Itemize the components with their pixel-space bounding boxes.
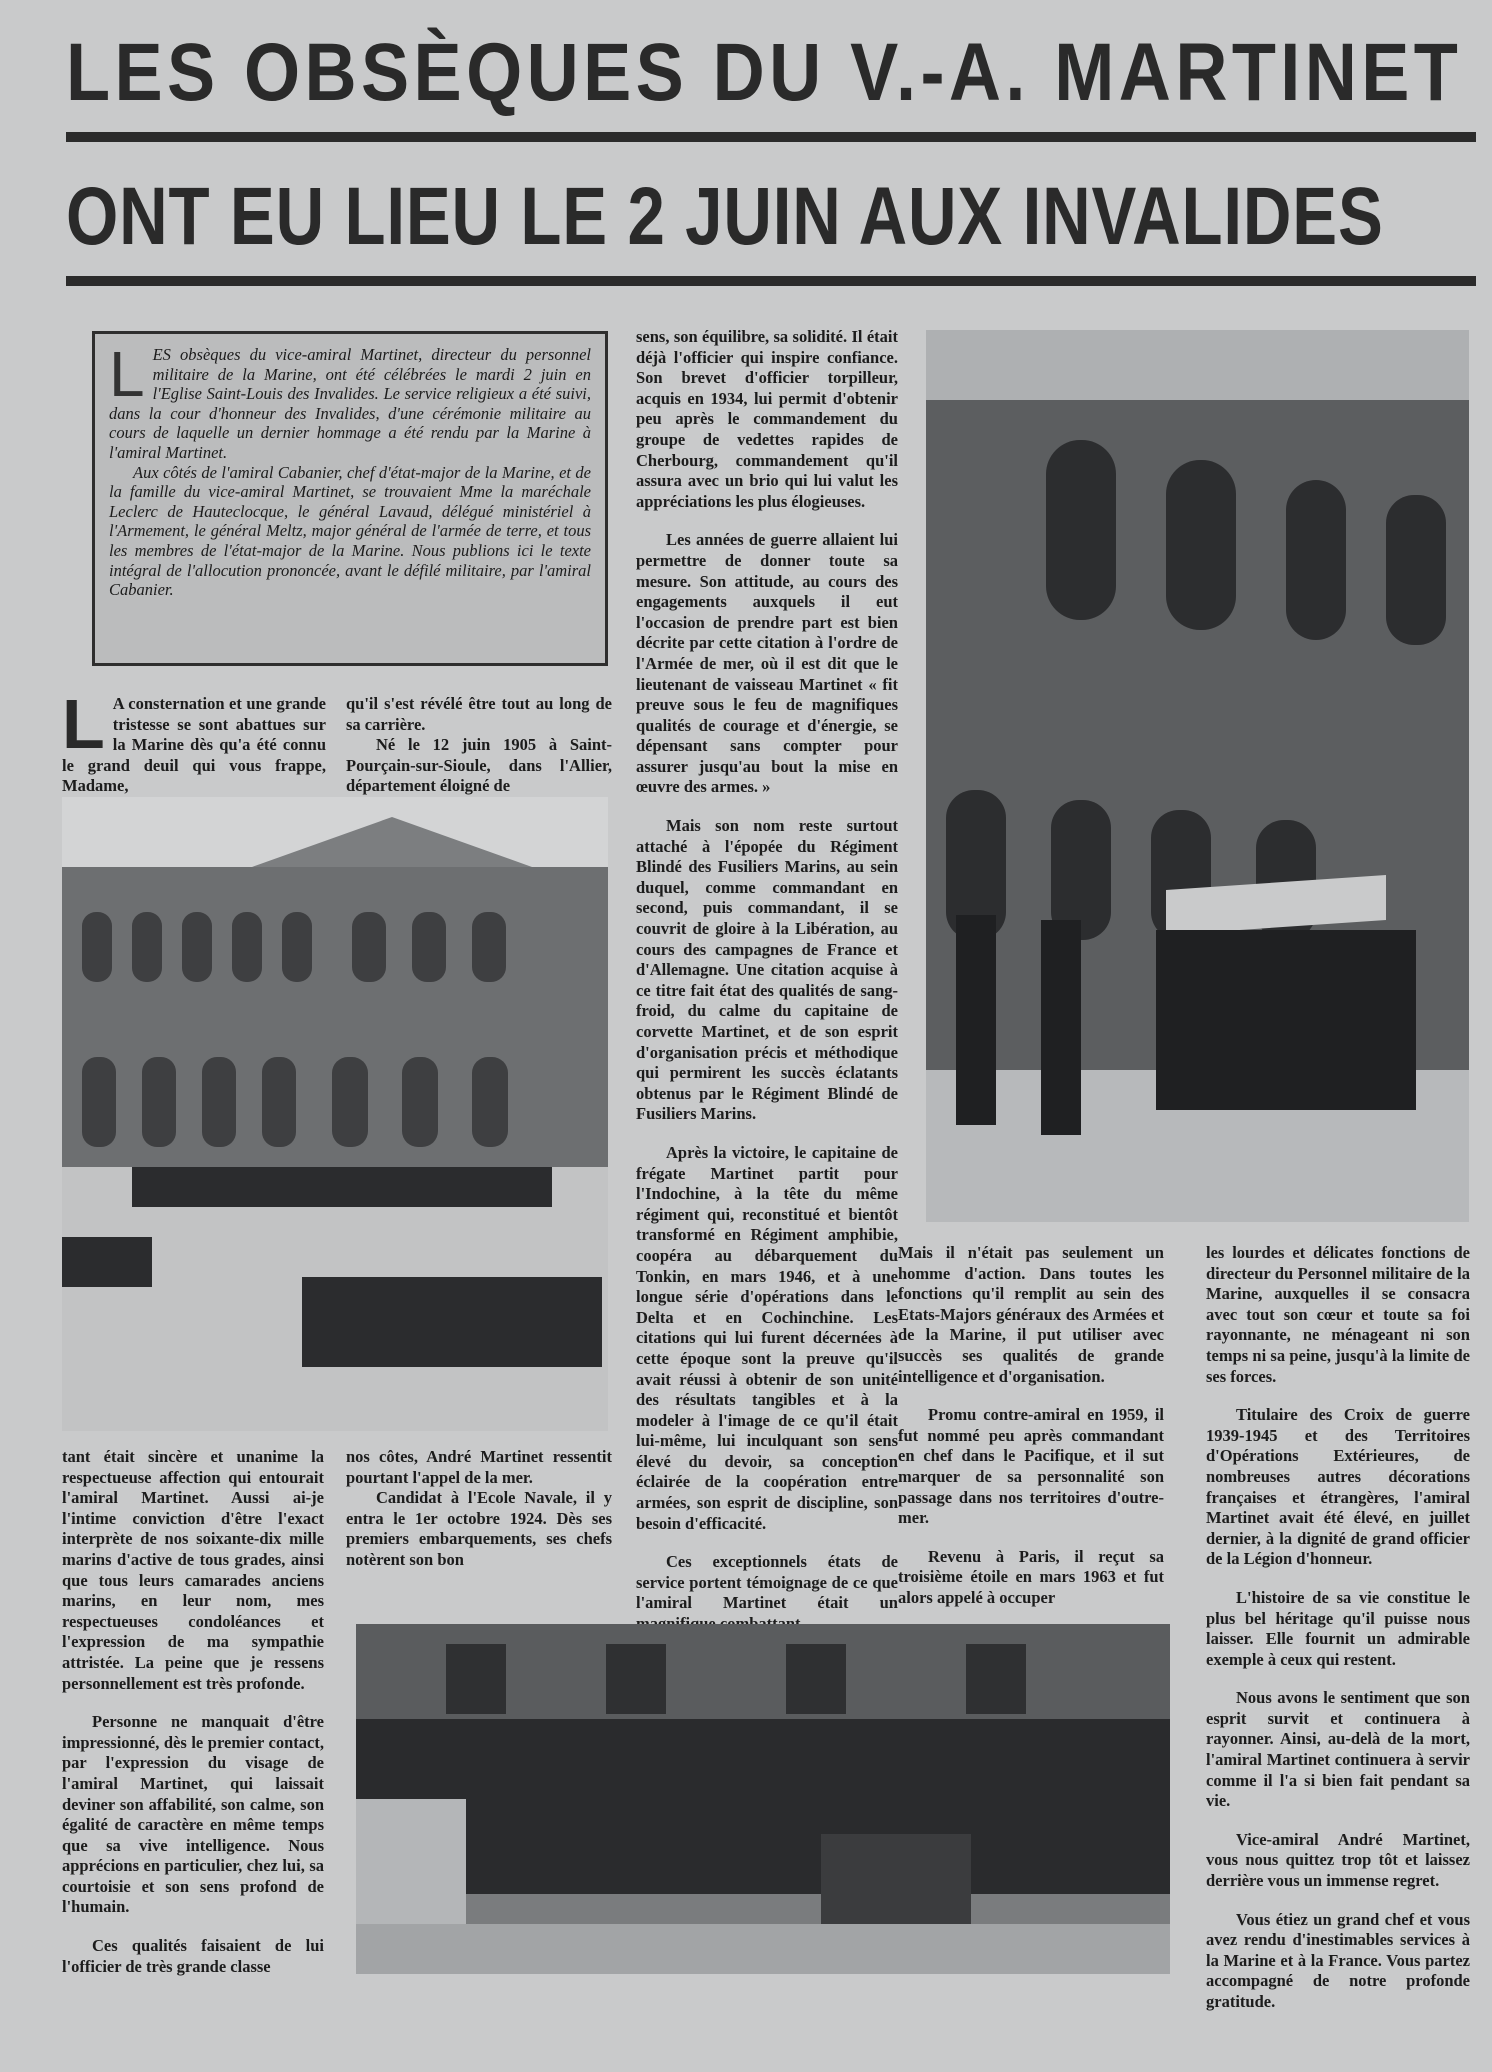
col-e-paragraph-4: Après la victoire, le capitaine de frégate Martinet partit pour l'Indochine, à la tête du même régiment qui, reconstitué et bientôt transformé en Régiment amphibie, coopéra au débarquement du Tonkin, en mars 1946, et à une longue série d'opérations dans le Delta et en Cochinchine. Les citations qui lui furent décernées à cette époque sont la preuve qu'il avait réussi à obtenir de son unité des résultats tangibles et à la modeler à l'image de ce qu'il était lui-même, lui inculquant son sens élevé du devoir, sa conception éclairée de la coopération entre armées, son esprit de discipline, son besoin d'efficacité. — [636, 1142, 898, 1533]
col-f-paragraph-1: Mais il n'était pas seulement un homme d'action. Dans toutes les fonctions qu'il remplit au sein des Etats-Majors généraux des Armées et de la Marine, il put utiliser avec succès ses qualités de grande intelligence et d'organisation. — [898, 1243, 1164, 1386]
intro-paragraph-1: ES obsèques du vice-amiral Martinet, directeur du personnel militaire de la Marine, ont été célébrées le mardi 2 juin en l'Eglise Saint-Louis des Invalides. Le service religieux a été suivi, dans la cour d'honneur des Invalides, d'une cérémonie militaire au cours de laquelle un dernier hommage a été rendu par la Marine à l'amiral Martinet. — [109, 345, 591, 462]
headline-rule-bottom — [66, 276, 1476, 286]
col-f-paragraph-2: Promu contre-amiral en 1959, il fut nommé peu après commandant en chef dans le Pacifique, et il sut marquer de sa personnalité son passage dans nos territoires d'outre-mer. — [898, 1405, 1164, 1528]
col-e-paragraph-5: Ces exceptionnels états de service portent témoignage de ce que l'amiral Martinet était un — [636, 1552, 898, 1613]
col-g-paragraph-4: Nous avons le sentiment que son esprit survit et continuera à rayonner. Ainsi, au-delà de la mort, l'amiral Martinet continuera à servir comme il l'a si bien fait pendant sa vie. — [1206, 1688, 1470, 1811]
body-dropcap: L — [62, 685, 105, 763]
col-e-paragraph-2: Les années de guerre allaient lui permettre de donner toute sa mesure. Son attitude, au cours des engagements auxquels il eut l'occasion de prendre part est bien décrite par cette citation à l'ordre de l'Armée de mer, où il est dit que le lieutenant de vaisseau Martinet « fit preuve sous le feu de magnifiques qualités de courage et d'énergie, se dépensant sans compter pour assurer jusqu'au bout la mise en œuvre des armes. » — [636, 530, 898, 797]
headline-line-1: LES OBSÈQUES DU V.-A. MARTINET — [66, 27, 1463, 118]
col-g-paragraph-2: Titulaire des Croix de guerre 1939-1945 et des Territoires d'Opérations Extérieures, de nombreuses autres décorations françaises et étrangères, l'amiral Martinet avait été élevé, en juillet dernier, à la dignité de grand officier de la Légion d'honneur. — [1206, 1405, 1470, 1569]
intro-box — [92, 331, 608, 666]
col-a-paragraph-1: A consternation et une grande tristesse se sont abattues sur la Marine dès qu'a été connu le grand deuil qui vous frappe, Madame, — [62, 694, 326, 796]
col-c-paragraph-1: tant était sincère et unanime la respectueuse affection qui entourait l'amiral Martinet. Aussi ai-je l'intime conviction d'être l'exact interprète de nos soixante-dix mille marins d'active de tous grades, ainsi que tous leurs camarades anciens marins, en leur nom, mes respectueuses condoléances et l'expression de ma sympathie attristée. La peine que je ressens personnellement est très profonde. — [62, 1447, 324, 1693]
col-b-paragraph-2: Né le 12 juin 1905 à Saint-Pourçain-sur-Sioule, dans l'Allier, département éloigné de — [346, 735, 612, 796]
col-e-paragraph-1: sens, son équilibre, sa solidité. Il était déjà l'officier qui inspire confiance. Son brevet d'officier torpilleur, acquis en 1934, lui permit d'obtenir peu après le commandement du groupe de vedettes rapides de Cherbourg, commandement qu'il assura avec un brio qui lui valut les appréciations les plus élogieuses. — [636, 327, 898, 511]
col-g-paragraph-3: L'histoire de sa vie constitue le plus bel héritage qu'il puisse nous laisser. Elle fournit un admirable exemple à ceux qui restent. — [1206, 1587, 1470, 1669]
headline-rule-top — [66, 132, 1476, 142]
headline-line-2: ONT EU LIEU LE 2 JUIN AUX INVALIDES — [66, 171, 1384, 262]
column-b — [346, 694, 612, 796]
col-g-paragraph-5: Vice-amiral André Martinet, vous nous quittez trop tôt et laissez derrière vous un immense regret. — [1206, 1829, 1470, 1891]
col-f-paragraph-3: Revenu à Paris, il reçut sa troisième étoile en mars 1963 et fut alors appelé à occuper — [898, 1546, 1164, 1607]
column-d — [346, 1447, 612, 1577]
col-d-paragraph-1: nos côtes, André Martinet ressentit pourtant l'appel de la mer. — [346, 1447, 612, 1487]
col-c-paragraph-3: Ces qualités faisaient de lui l'officier de très grande classe — [62, 1936, 324, 1976]
col-g-paragraph-1: les lourdes et délicates fonctions de directeur du Personnel militaire de la Marine, auxquelles il se consacra avec tout son cœur et toute sa foi rayonnante, ne ménageant ni son temps ni sa peine, jusqu'à la limite de ses forces. — [1206, 1243, 1470, 1386]
column-c — [62, 1447, 324, 1987]
photo-mourners-ceremony — [356, 1624, 1170, 1974]
column-f — [898, 1243, 1164, 1607]
photo-invalides-courtyard — [62, 797, 608, 1431]
intro-dropcap: L — [109, 338, 145, 410]
photo-coffin-procession — [926, 330, 1469, 1222]
column-g — [1206, 1243, 1470, 2011]
col-g-paragraph-6: Vous étiez un grand chef et vous avez rendu d'inestimables services à la Marine et à la France. Vous partez accompagné de notre profonde gratitude. — [1206, 1909, 1470, 2011]
column-e — [636, 327, 898, 1613]
intro-paragraph-2: Aux côtés de l'amiral Cabanier, chef d'état-major de la Marine, et de la famille du vice-amiral Martinet, se trouvaient Mme la maréchale Leclerc de Hauteclocque, le général Lavaud, délégué ministériel à l'Armement, le général Meltz, major général de l'armée de terre, et tous les membres de l'état-major de la Marine. Nous publions ici le texte intégral de l'allocution prononcée, avant le défilé militaire, par l'amiral Cabanier. — [109, 462, 591, 600]
col-c-paragraph-2: Personne ne manquait d'être impressionné, dès le premier contact, par l'expression du visage de l'amiral Martinet, qui laissait deviner son affabilité, son calme, son égalité de caractère en même temps que sa vive intelligence. Nous apprécions en particulier, chez lui, sa courtoisie et son sens profond de l'humain. — [62, 1712, 324, 1917]
column-a — [62, 685, 326, 796]
col-b-paragraph-1: qu'il s'est révélé être tout au long de sa carrière. — [346, 694, 612, 734]
col-e-paragraph-3: Mais son nom reste surtout attaché à l'épopée du Régiment Blindé des Fusiliers Marins, au sein duquel, comme commandant en second, puis commandant, il se couvrit de gloire à la Libération, au cours des campagnes de France et d'Allemagne. Une citation acquise à ce titre fait état des qualités de sang-froid, du calme du capitaine de corvette Martinet, et de son esprit d'organisation précis et méthodique qui permirent les succès éclatants obtenus par le Régiment Blindé de Fusiliers Marins. — [636, 816, 898, 1124]
col-d-paragraph-2: Candidat à l'Ecole Navale, il y entra le 1er octobre 1924. Dès ses premiers embarquements, ses chefs notèrent son bon — [346, 1488, 612, 1569]
